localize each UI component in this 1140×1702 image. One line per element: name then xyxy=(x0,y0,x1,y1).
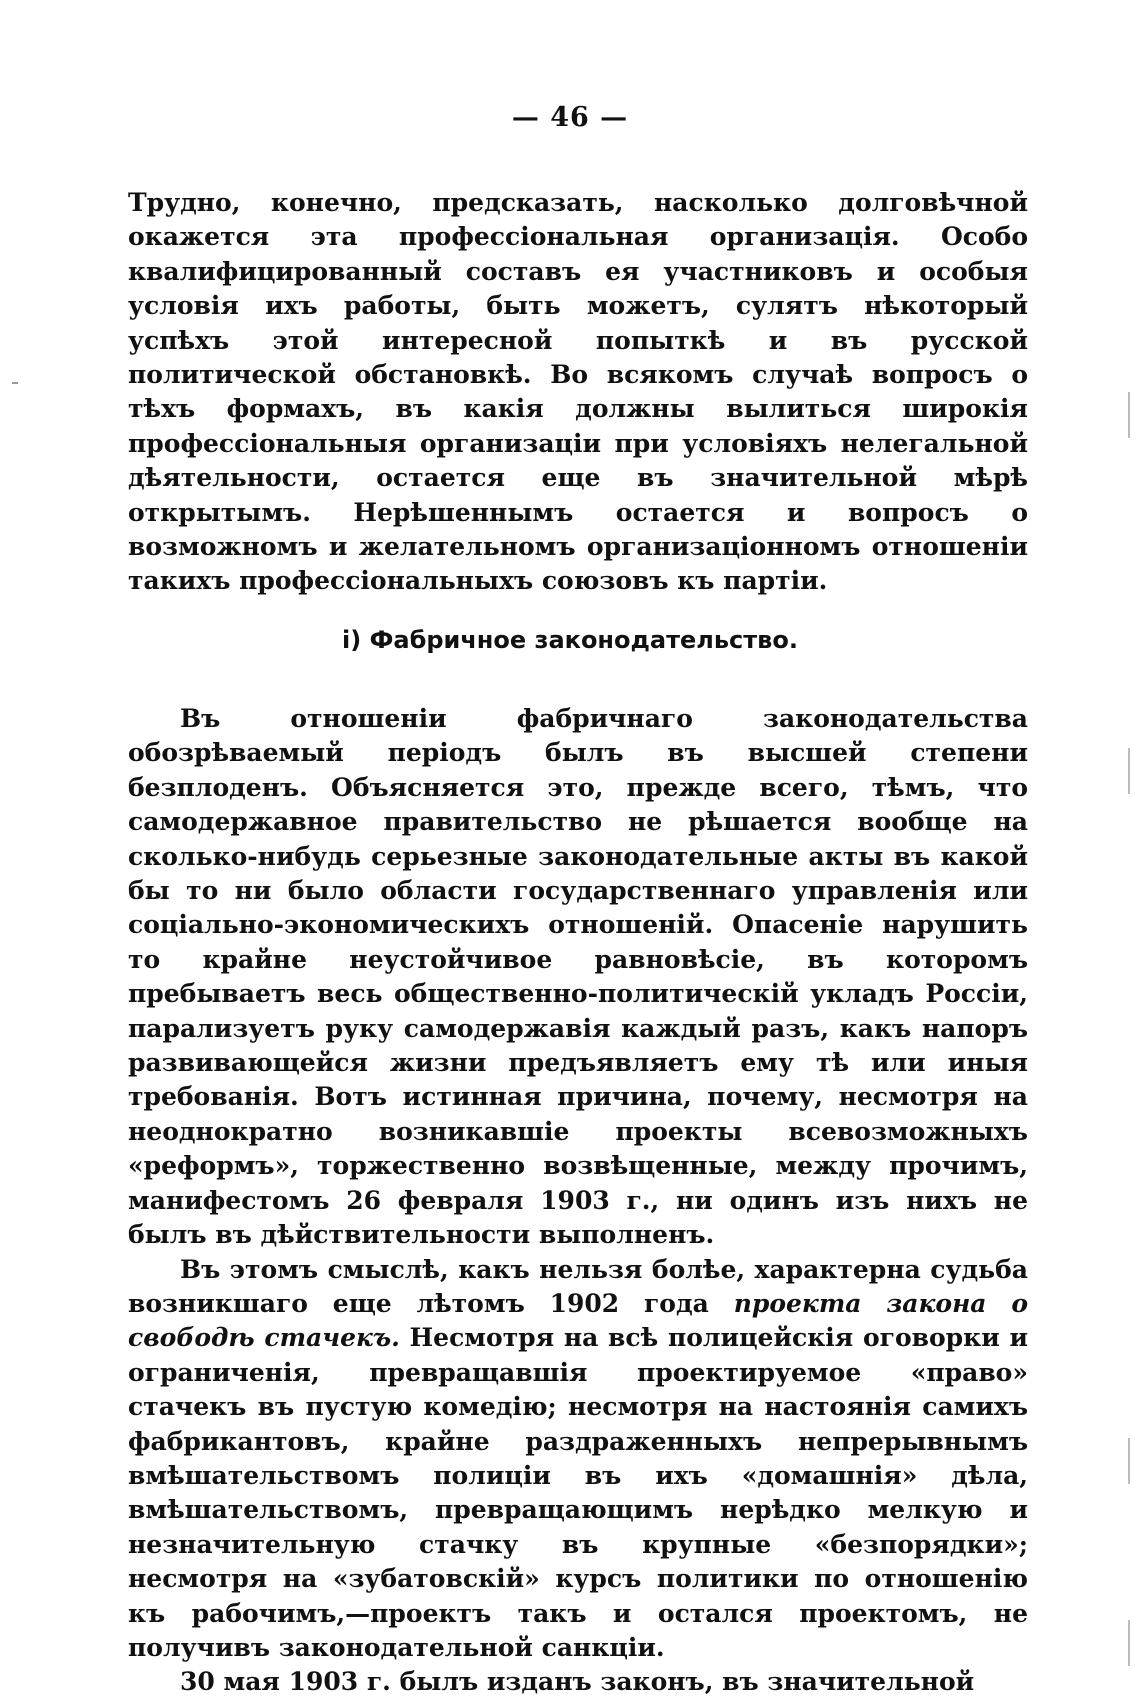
paragraph: Въ отношеніи фабричнаго законодательства обозрѣваемый періодъ былъ въ высшей степени безплоденъ. Объясняется это, прежде всего, тѣмъ, что самодержавное правительство не рѣшается вообще на сколько-нибудь серьезные законодательные акты въ какой бы то ни было области государственнаго управленія или соціально-экономическихъ отношеній. Опасеніе нарушить то крайне неустойчивое равновѣсіе, въ которомъ пребываетъ весь общественно-политическій укладъ Россіи, парализуетъ руку самодержавія каждый разъ, какъ напоръ развивающейся жизни предъявляетъ ему тѣ или иныя требованія. Вотъ истинная причина, почему, несмотря на неоднократно возникавшіе проекты всевозможныхъ «реформъ», торжественно возвѣщенные, между прочимъ, манифестомъ 26 февраля 1903 г., ни одинъ изъ нихъ не былъ въ дѣйствительности выполненъ. xyxy=(128,704,1028,1250)
section-heading: i) Фабричное законодательство. xyxy=(342,626,798,654)
paragraph-text: Несмотря на всѣ полицейскія оговорки и ограниченія, превращавшія проектируемое «право» стачекъ въ пустую комедію; несмотря на настоянія самихъ фабрикантовъ, крайне раздраженныхъ непрерывнымъ вмѣшательствомъ полиціи въ ихъ «домашнія» дѣла, вмѣшательствомъ, превращающимъ нерѣдко мелкую и незначительную стачку въ крупные «безпорядки»; несмотря на «зубатовскій» курсъ политики по отношенію къ рабочимъ,—проектъ такъ и остался проектомъ, не получивъ законодательной санкціи. xyxy=(128,1323,1029,1662)
paragraph: Трудно, конечно, предсказать, насколько долговѣчной окажется эта профессіональная организація. Особо квалифицированный составъ ея участниковъ и особыя условія ихъ работы, быть можетъ, сулятъ нѣкоторый успѣхъ этой интересной попыткѣ и въ русской политической обстановкѣ. Во всякомъ случаѣ вопросъ о тѣхъ формахъ, въ какія должны вылиться широкія профессіональныя организаціи при условіяхъ нелегальной дѣятельности, остается еще въ значительной мѣрѣ открытымъ. Нерѣшеннымъ остается и вопросъ о возможномъ и желательномъ организаціонномъ отношеніи такихъ профессіональныхъ союзовъ къ партіи. xyxy=(128,188,1028,596)
paragraph xyxy=(128,1253,1028,1666)
scan-margin-mark xyxy=(1128,748,1130,794)
scan-margin-mark xyxy=(12,382,18,384)
text-block-top xyxy=(128,186,1028,599)
paragraph-text: Въ этомъ смыслѣ, какъ нельзя болѣе, характерна судьба возникшаго еще лѣтомъ 1902 года xyxy=(128,1254,1028,1318)
scan-margin-mark xyxy=(1128,1620,1130,1666)
page-number: — 46 — xyxy=(511,102,629,133)
scan-margin-mark xyxy=(1128,1438,1130,1484)
paragraph: 30 мая 1903 г. былъ изданъ законъ, въ значительной xyxy=(180,1667,975,1697)
text-block-main xyxy=(128,702,1028,1700)
emphasized-phrase: проекта закона о свободѣ стачекъ. xyxy=(128,1288,1029,1353)
scan-margin-mark xyxy=(1128,392,1130,438)
